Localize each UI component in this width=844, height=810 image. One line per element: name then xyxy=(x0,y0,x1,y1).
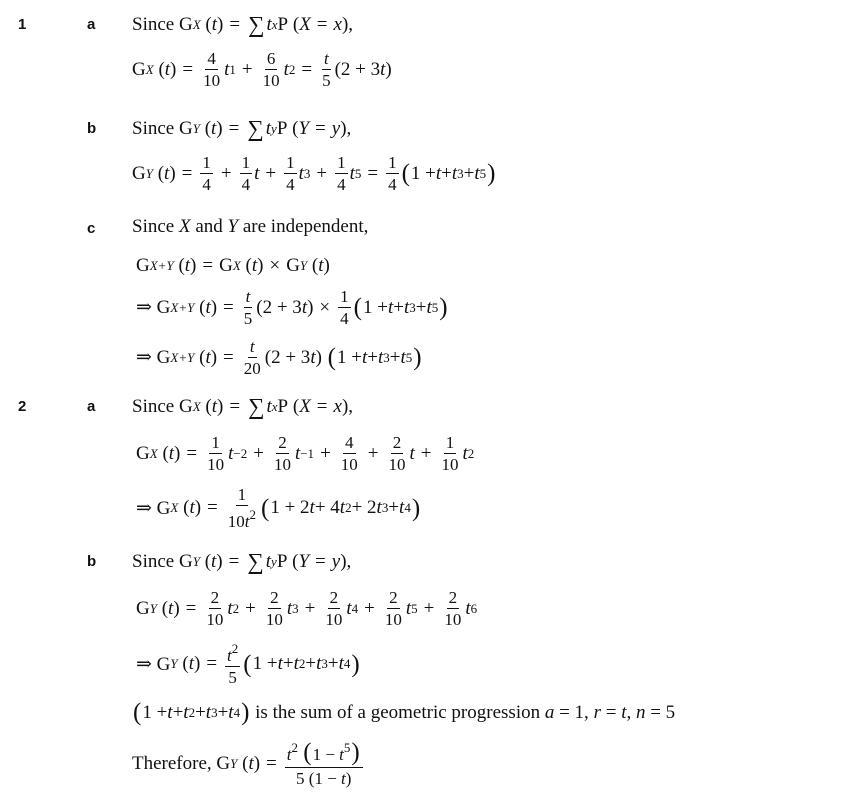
part-label: b xyxy=(87,120,97,137)
q1c-line1: Since X and Y are independent, xyxy=(132,216,369,237)
q2a-line2: G X ( t ) = $\frac{1}{10}$ t −2 + $\frac{2}{10}$ t −1 + $\frac{4}{10}$ + $\frac{2}{10}$ t + $\frac{1}{10}$ t 2 xyxy=(136,433,475,474)
q2a-line3: ⇒ G X ( t ) = $\frac{1}{10t^2}$ ( 1 + 2 t + 4 t 2 + 2 t 3 + t 4 ) xyxy=(136,485,421,531)
q1c-line2: G X+Y ( t ) = G X ( t ) × G Y ( t ) xyxy=(136,255,330,276)
q1c-line4: ⇒ G X+Y ( t ) = $\frac{t}{20}$ (2 + 3 t ) ( 1 + t + t 3 + t 5 ) xyxy=(136,337,422,378)
q1b-line1: Since G Y ( t ) = ∑ t y P ( Y = y ), xyxy=(132,116,352,141)
q2b-line5: Therefore, G Y ( t ) = $\frac{t^2 (1 - t^5)}{5 (1 - t)}$ xyxy=(132,740,365,787)
part-label: a xyxy=(87,16,96,33)
q2b-line4: ( 1 + t + t 2 + t 3 + t 4 ) is the sum of a geometric progression a = 1, r = t , n = 5 xyxy=(133,699,676,726)
question-number: 1 xyxy=(18,16,27,33)
part-label: b xyxy=(87,553,97,570)
q2b-line2: G Y ( t ) = $\frac{2}{10}$ t 2 + $\frac{2}{10}$ t 3 + $\frac{2}{10}$ t 4 + $\frac{2}{10}$ t 5 + $\frac{2}{10}$ t 6 xyxy=(136,588,478,629)
q1b-line2: G Y ( t ) = $\frac{1}{4}$ + $\frac{1}{4}$ t + $\frac{1}{4}$ t 3 + $\frac{1}{4}$ t 5 = $\frac{1}{4}$ ( 1 + t + t 3 + t 5 ) xyxy=(132,153,496,194)
q1c-line3: ⇒ G X+Y ( t ) = $\frac{t}{5}$ (2 + 3 t ) × $\frac{1}{4}$ ( 1 + t + t 3 + t 5 ) xyxy=(136,287,448,328)
part-label: a xyxy=(87,398,96,415)
question-number: 2 xyxy=(18,398,27,415)
q2b-line3: ⇒ G Y ( t ) = $\frac{t^2}{5}$ ( 1 + t + t 2 + t 3 + t 4 ) xyxy=(136,641,360,687)
part-label: c xyxy=(87,220,96,237)
q2a-line1: Since G X ( t ) = ∑ t x P ( X = x ), xyxy=(132,394,354,419)
q2b-line1: Since G Y ( t ) = ∑ t y P ( Y = y ), xyxy=(132,549,352,574)
q1a-line2: G X ( t ) = $\frac{4}{10}$ t 1 + $\frac{6}{10}$ t 2 = $\frac{t}{5}$ (2 + 3 t ) xyxy=(132,49,392,90)
q1a-line1: Since G X ( t ) = ∑ t x P ( X = x ), xyxy=(132,12,354,37)
